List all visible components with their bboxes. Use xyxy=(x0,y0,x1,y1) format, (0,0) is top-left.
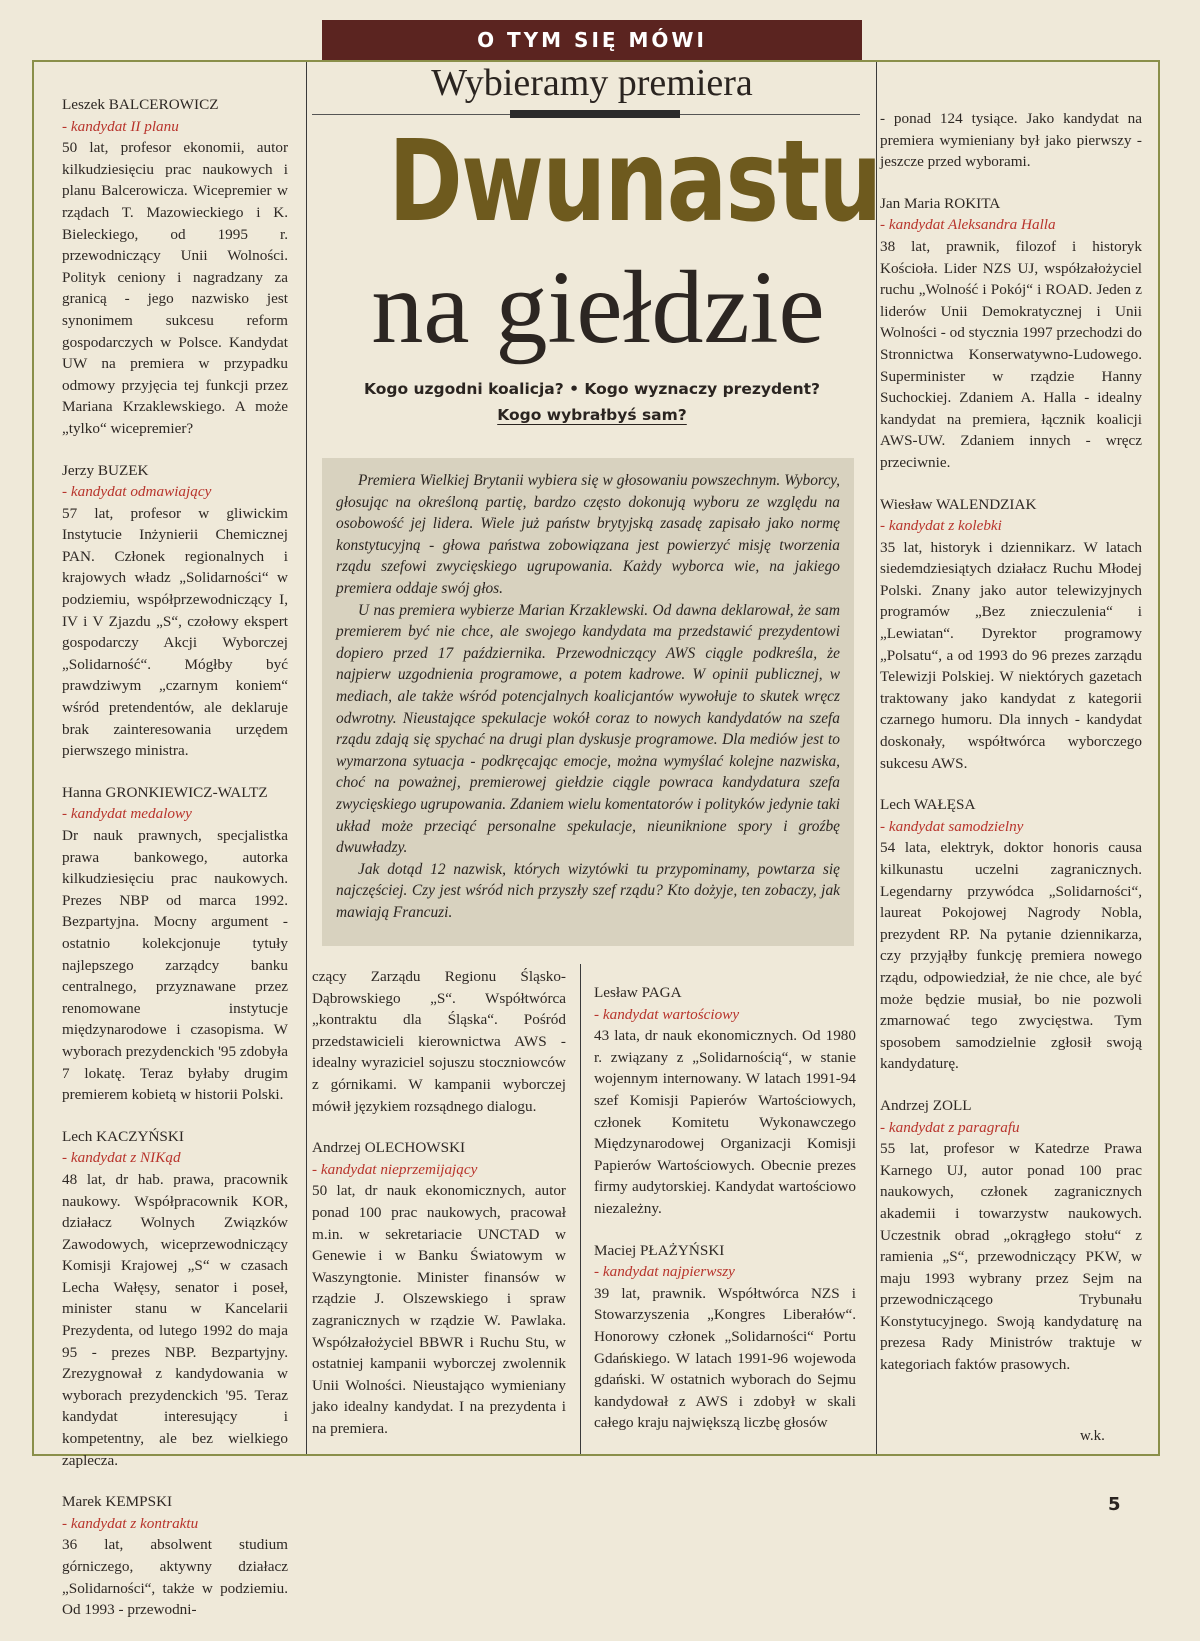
candidate-tag: - kandydat II planu xyxy=(62,117,179,135)
deck-line-1: Kogo uzgodni koalicja? • Kogo wyznaczy prezydent? xyxy=(363,380,821,398)
lead-paragraph: Jak dotąd 12 nazwisk, których wizytówki tu przypominamy, powtarza się najczęściej. Czy jest wśród nich przyszły szef rządu? Kto dożyje, ten zobaczy, jak mawiają Francuzi. xyxy=(336,860,840,921)
candidate-bio: 36 lat, absolwent studium górniczego, aktywny działacz „Solidarności“, także w podziemiu. Od 1993 - przewodni- xyxy=(62,1536,288,1619)
lead-paragraph: Premiera Wielkiej Brytanii wybiera się w głosowaniu powszechnym. Wyborcy, głosując na określoną partię, bardzo często dokonują wyboru ze względu na osobowość jej lidera. Wiele już państw brytyjską zasadę zapisało jako normę konstytucyjną - głowa państwa zobowiązana jest powierzyć misję tworzenia rządu szefowi zwycięskiego ugrupowania. Każdy wyborca wie, na jakiego premiera oddaje swój głos. xyxy=(336,472,840,597)
candidate-entry xyxy=(62,1126,288,1472)
page-number: 5 xyxy=(1108,1494,1121,1515)
candidate-name: Jerzy BUZEK xyxy=(62,461,149,479)
candidate-name: Lech WAŁĘSA xyxy=(880,796,976,814)
candidate-entry xyxy=(880,794,1142,1075)
candidate-entry xyxy=(312,966,566,1117)
candidate-tag: - kandydat z kontraktu xyxy=(62,1514,199,1532)
right-column xyxy=(880,108,1142,1396)
candidate-tag: - kandydat samodzielny xyxy=(880,817,1024,835)
candidate-entry xyxy=(594,1240,856,1434)
candidate-bio: 43 lata, dr nauk ekonomicznych. Od 1980 r. związany z „Solidarnością“, w stanie wojennym internowany. W latach 1991-94 szef Komisji Papierów Wartościowych, członek Komitetu Wykonawczego Międzynarodowej Organizacji Komisji Papierów Wartościowych. Obecnie prezes firmy audytorskiej. Kandydat wartościowo niezależny. xyxy=(594,1027,856,1217)
column-divider xyxy=(306,62,307,1454)
candidate-entry xyxy=(880,108,1142,173)
candidate-entry xyxy=(880,494,1142,775)
candidate-entry xyxy=(880,193,1142,474)
candidate-entry xyxy=(62,94,288,440)
candidate-bio: 50 lat, dr nauk ekonomicznych, autor ponad 100 prac naukowych, pracował m.in. w sekretariacie UNCTAD w Genewie i w Banku Światowym w Waszyngtonie. Minister finansów w rządzie J. Olszewskiego i spraw zagranicznych w rządzie W. Pawlaka. Współzałożyciel BBWR i Ruchu Stu, w ostatniej kampanii wyborczej zwolennik Unii Wolności. Nieustająco wymieniany jako idealny kandydat. I na prezydenta i na premiera. xyxy=(312,1182,566,1437)
candidate-tag: - kandydat Aleksandra Halla xyxy=(880,216,1056,234)
candidate-tag: - kandydat z NIKąd xyxy=(62,1149,181,1167)
deck xyxy=(320,376,864,428)
candidate-bio: 38 lat, prawnik, filozof i historyk Kościoła. Lider NZS UJ, współzałożyciel ruchu „Wolność i Pokój“ i ROAD. Jeden z liderów Unii Demokratycznej i Unii Wolności - od stycznia 1997 przechodzi do Stronnictwa Konserwatywno-Ludowego. Superminister w rządzie Hanny Suchockiej. Zdaniem A. Halla - idealny kandydat na premiera, łącznik koalicji AWS-UW. Zdaniem innych - wręcz przeciwnie. xyxy=(880,237,1142,471)
lead-paragraph: U nas premiera wybierze Marian Krzaklewski. Od dawna deklarował, że sam premierem być nie chce, ale swojego kandydata ma przedstawić prezydentowi dopiero przed 17 października. Przewodniczący AWS ciągle podkreśla, że najpierw uzgodnienia programowe, a potem kadrowe. W opinii publicznej, w mediach, ale także wśród potencjalnych koalicjantów wywołuje to skutek wręcz odwrotny. Nieustające spekulacje wokół coraz to nowych kandydatów na szefa rządu zdają się spychać na drugi plan dyskusje programowe. Dla mediów jest to wymarzona sytuacja - podkręcając emocje, można wymyślać kolejne nazwiska, choć na poważnej, premierowej giełdzie ciągle powraca kandydatura szefa zwycięskiego ugrupowania. Zdaniem wielu komentatorów i polityków jedynie taki układ może przeciąć personalne spekulacje, nieuniknione spory i groźbę dwuwładzy. xyxy=(336,601,840,857)
candidate-tag: - kandydat wartościowy xyxy=(594,1005,740,1023)
candidate-name: Lesław PAGA xyxy=(594,984,682,1001)
candidate-bio: czący Zarządu Regionu Śląsko-Dąbrowskiego „S“. Współtwórca „kontraktu dla Śląska“. Pośród przedstawicieli kierownictwa AWS - idealny wyraziciel sojuszu stoczniowców z górnikami. W kampanii wyborczej mówił językiem rozsądnego dialogu. xyxy=(312,968,566,1115)
candidate-tag: - kandydat z kolebki xyxy=(880,517,1002,535)
candidate-tag: - kandydat nieprzemijający xyxy=(312,1160,478,1178)
candidate-bio: 57 lat, profesor w gliwickim Instytucie Inżynierii Chemicznej PAN. Członek regionalnych i krajowych władz „Solidarności“ w podziemiu, współprzewodniczący I, IV i V Zjazdu „S“, czołowy ekspert gospodarczy Akcji Wyborczej „Solidarność“. Mógłby być prawdziwym „czarnym koniem“ wśród pretendentów, ale deklaruje brak zainteresowania urzędem pierwszego ministra. xyxy=(62,504,288,760)
left-column xyxy=(62,94,288,1641)
candidate-name: Hanna GRONKIEWICZ-WALTZ xyxy=(62,783,268,801)
candidate-entry xyxy=(62,460,288,762)
candidate-bio: Dr nauk prawnych, specjalistka prawa bankowego, autorka kilkudziesięciu prac naukowych. Prezes NBP od marca 1992. Bezpartyjna. Mocny argument - ostatnio kolekcjonuje tytuły najlepszego zarządcy banku centralnego, przyznawane przez renomowane instytucje międzynarodowe i czasopisma. W wyborach prezydenckich '95 zdobyła 7 lokatę. Teraz byłaby drugim premierem kobietą w historii Polski. xyxy=(62,827,288,1104)
candidate-entry xyxy=(312,1137,566,1439)
column-divider xyxy=(580,964,581,1454)
headline-line-2: na giełdzie xyxy=(371,250,825,365)
deck-line-2: Kogo wybrałbyś sam? xyxy=(497,406,687,424)
headline-line-1: Dwunastu xyxy=(388,117,881,247)
candidate-bio: 54 lata, elektryk, doktor honoris causa kilkunastu uczelni zagranicznych. Legendarny przywódca „Solidarności“, laureat Pokojowej Nagrody Nobla, prezydent RP. Na pytanie dziennikarza, czy przyjąłby funkcję premiera nowego rządu, odpowiedział, że nie chce, ale być może będzie musiał, bo nie pozwoli zmarnować tego zwycięstwa. Tym sposobem samodzielnie zgłosił swoją kandydaturę. xyxy=(880,839,1142,1073)
candidate-tag: - kandydat odmawiający xyxy=(62,483,212,501)
candidate-bio: 48 lat, dr hab. prawa, pracownik naukowy. Współpracownik KOR, działacz Wolnych Związków Zawodowych, wiceprzewodniczący Komisji Krajowej „S“ w czasach Lecha Wałęsy, senator i poseł, minister stanu w Kancelarii Prezydenta, od lutego 1992 do maja 95 - prezes NBP. Bezpartyjny. Zrezygnował z kandydowania w wyborach prezydenckich '95. Teraz kandydat interesujący i kompetentny, ale bez wielkiego zaplecza. xyxy=(62,1170,288,1469)
candidate-bio: 35 lat, historyk i dziennikarz. W latach siedemdziesiątych działacz Ruchu Młodej Polski. Znany jako autor telewizyjnych programów „Bez znieczulenia“ i „Lewiatan“. Dyrektor programowy „Polsatu“, a od 1993 do 96 prezes zarządu Telewizji Polskiej. W niektórych gazetach traktowany jako kandydat z kategorii czarnego humoru. Dla innych - kandydat doskonały, współtwórca wyborczego sukcesu AWS. xyxy=(880,538,1142,772)
candidate-name: Maciej PŁAŻYŃSKI xyxy=(594,1241,725,1259)
candidate-name: Lech KACZYŃSKI xyxy=(62,1127,184,1145)
kicker: Wybieramy premiera xyxy=(431,62,753,104)
candidate-bio: 55 lat, profesor w Katedrze Prawa Karnego UJ, autor ponad 100 prac naukowych, członek zagranicznych akademii i towarzystw naukowych. Uczestnik obrad „okrągłego stołu“ z ramienia „S“, przewodniczący PKW, w maju 1993 wybrany przez Sejm na przewodniczącego Trybunału Konstytucyjnego. Swoją kandydaturę na prezesa Rady Ministrów traktuje w kategoriach faktów prasowych. xyxy=(880,1140,1142,1374)
candidate-entry xyxy=(594,982,856,1220)
mid-left-column xyxy=(312,966,566,1459)
candidate-entry xyxy=(62,782,288,1106)
candidate-name: Leszek BALCEROWICZ xyxy=(62,96,219,113)
section-banner: O TYM SIĘ MÓWI xyxy=(322,20,862,60)
candidate-bio: 50 lat, profesor ekonomii, autor kilkudziesięciu prac naukowych i planu Balcerowicza. Wicepremier w rządach T. Mazowieckiego i K. Bieleckiego, od 1995 r. przewodniczący Unii Wolności. Polityk ceniony i nagradzany za granicą - jego nazwisko jest synonimem sukcesu reform gospodarczych w Polsce. Kandydat UW na premiera w przypadku odmowy przyjęcia tej funkcji przez Mariana Krzaklewskiego. A może „tylko“ wicepremier? xyxy=(62,139,288,437)
candidate-tag: - kandydat z paragrafu xyxy=(880,1118,1020,1136)
candidate-name: Andrzej OLECHOWSKI xyxy=(312,1139,466,1157)
lead-box xyxy=(322,458,854,946)
candidate-bio: - ponad 124 tysiące. Jako kandydat na premiera wymieniany był jako pierwszy - jeszcze przed wyborami. xyxy=(880,110,1142,171)
candidate-name: Marek KEMPSKI xyxy=(62,1493,173,1511)
candidate-entry xyxy=(62,1491,288,1621)
candidate-name: Jan Maria ROKITA xyxy=(880,194,1001,212)
candidate-bio: 39 lat, prawnik. Współtwórca NZS i Stowarzyszenia „Kongres Liberałów“. Honorowy członek „Solidarności“ Portu Gdańskiego. W latach 1991-96 wojewoda gdański. W ostatnich wyborach do Sejmu kandydował z AWS i zdobył w skali całego kraju największą liczbę głosów xyxy=(594,1284,856,1432)
column-divider xyxy=(876,62,877,1454)
mid-right-column xyxy=(594,982,856,1454)
candidate-entry xyxy=(880,1095,1142,1376)
candidate-tag: - kandydat najpierwszy xyxy=(594,1263,735,1281)
candidate-tag: - kandydat medalowy xyxy=(62,805,192,823)
author-signature: w.k. xyxy=(1080,1428,1105,1444)
candidate-name: Wiesław WALENDZIAK xyxy=(880,495,1037,513)
candidate-name: Andrzej ZOLL xyxy=(880,1096,972,1114)
